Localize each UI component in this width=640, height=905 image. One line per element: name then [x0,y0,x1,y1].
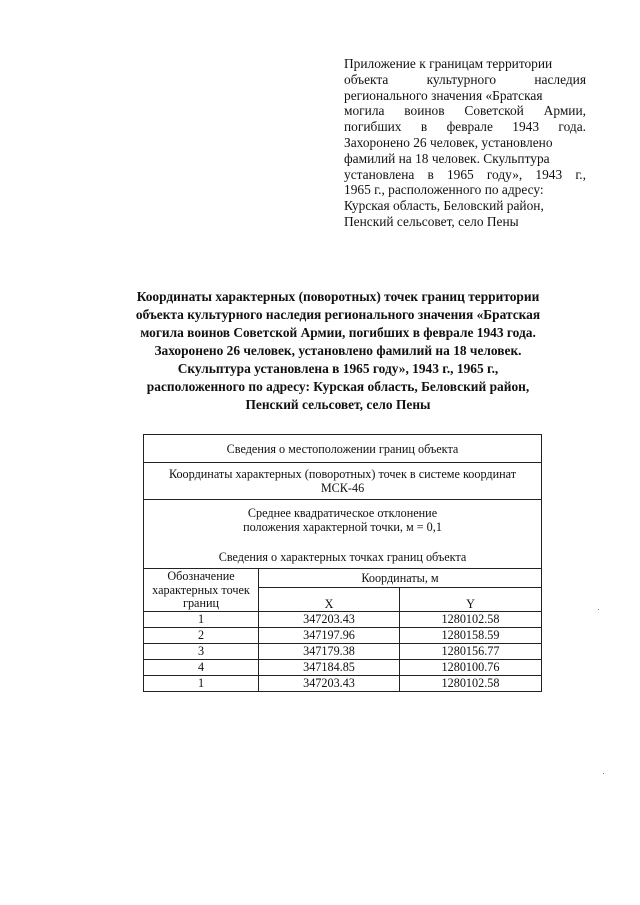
appendix-line: Пенский сельсовет, село Пены [344,213,519,229]
appendix-line: установлена в 1965 году», 1943 г., [344,166,586,182]
appendix-line: Захоронено 26 человек, установлено [344,134,553,150]
point-number: 3 [144,643,259,659]
appendix-note [344,56,586,230]
point-number: 1 [144,611,259,627]
coord-system-header: Координаты характерных (поворотных) точек в системе координат МСК-46 [144,463,542,500]
points-header: Сведения о характерных точках границ объекта [218,550,467,564]
heading-line: могила воинов Советской Армии, погибших в феврале 1943 года. [140,325,536,340]
heading-line: Скульптура установлена в 1965 году», 1943 г., 1965 г., [177,361,499,376]
table-row [144,643,542,659]
point-number: 4 [144,659,259,675]
appendix-line: могила воинов Советской Армии, [344,103,586,119]
accuracy-value: положения характерной точки, м = 0,1 [243,520,442,534]
heading-line: объекта культурного наследия регионального значения «Братская [135,307,541,322]
point-y: 1280102.58 [400,675,542,691]
point-number: 1 [144,675,259,691]
point-x: 347203.43 [259,675,400,691]
heading-line: Захоронено 26 человек, установлено фамилий на 18 человек. [154,343,522,358]
heading-line: расположенного по адресу: Курская область, Беловский район, [146,379,530,394]
heading-line: Координаты характерных (поворотных) точек границ территории [136,289,540,304]
scan-speck [598,609,599,610]
appendix-line: погибших в феврале 1943 года. [344,119,586,135]
point-number: 2 [144,627,259,643]
point-y: 1280158.59 [400,627,542,643]
document-heading [100,288,576,414]
point-x: 347203.43 [259,611,400,627]
coordinates-header: Координаты, м [259,569,542,588]
table-row [144,675,542,691]
appendix-line: Приложение к границам территории [344,56,553,71]
point-x: 347179.38 [259,643,400,659]
spacer [147,534,538,550]
coordinates-table [143,434,542,692]
table-row [144,627,542,643]
x-header: X [259,588,400,611]
heading-line: Пенский сельсовет, село Пены [245,397,431,412]
accuracy-line: Среднее квадратическое отклонение [247,506,438,520]
designation-header: Обозначение характерных точек границ [144,569,259,612]
accuracy-block [144,500,542,569]
table-row [144,611,542,627]
y-header: Y [400,588,542,611]
scan-speck [603,773,604,774]
appendix-line: объекта культурного наследия [344,71,586,87]
appendix-line: 1965 г., расположенного по адресу: [344,182,544,198]
appendix-line: регионального значения «Братская [344,87,543,103]
point-y: 1280100.76 [400,659,542,675]
table-row [144,659,542,675]
appendix-line: фамилий на 18 человек. Скульптура [344,150,550,166]
point-y: 1280102.58 [400,611,542,627]
location-header: Сведения о местоположении границ объекта [144,435,542,463]
appendix-line: Курская область, Беловский район, [344,198,544,214]
point-x: 347184.85 [259,659,400,675]
point-y: 1280156.77 [400,643,542,659]
point-x: 347197.96 [259,627,400,643]
